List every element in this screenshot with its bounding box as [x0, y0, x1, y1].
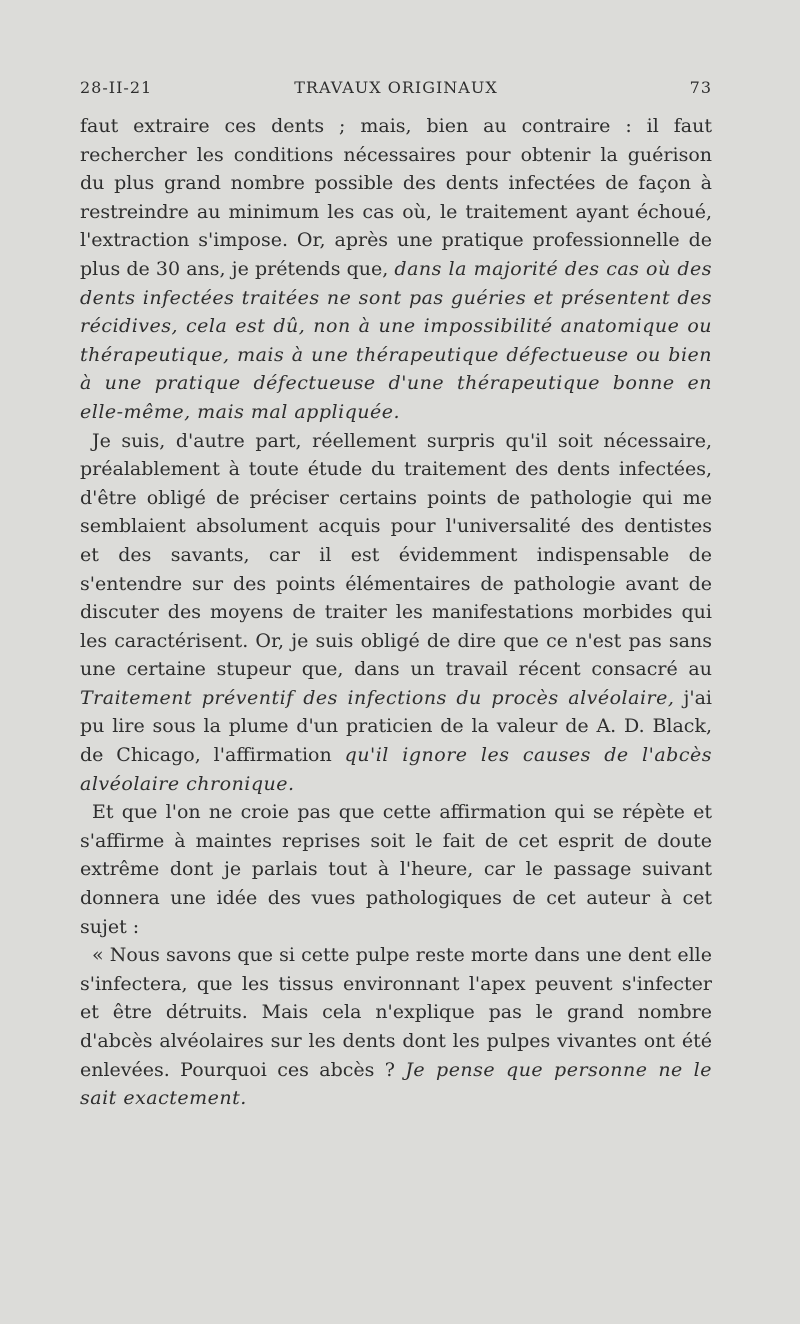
paragraph-2: [80, 427, 712, 799]
paragraph-1-text: faut extraire ces dents ; mais, bien au contraire : il faut rechercher les conditions nécessaires pour obtenir la guérison du plus grand nombre possible des dents infectées de façon à restreindre au minimum les cas où, le traitement ayant échoué, l'extraction s'impose. Or, après une pratique professionnelle de plus de 30 ans, je prétends que,: [80, 115, 712, 280]
paragraph-1-italic: dans la majorité des cas où des dents infectées traitées ne sont pas guéries et présentent des récidives, cela est dû, non à une impossibilité anatomique ou thérapeutique, mais à une thérapeutique défectueuse ou bien à une pratique défectueuse d'une thérapeutique bonne en elle-même, mais mal appliquée.: [80, 257, 713, 423]
body-text: [80, 112, 712, 1113]
page-number: 73: [689, 78, 712, 97]
paragraph-3-text: Et que l'on ne croie pas que cette affirmation qui se répète et s'affirme à maintes reprises soit le fait de cet esprit de doute extrême dont je parlais tout à l'heure, car le passage suivant donnera une idée des vues pathologiques de cet auteur à cet sujet :: [80, 801, 712, 938]
paragraph-4: [80, 941, 712, 1113]
paragraph-2-italic-title: Traitement préventif des infections du procès alvéolaire,: [80, 686, 675, 709]
paragraph-2-text: Je suis, d'autre part, réellement surpris qu'il soit nécessaire, préalablement à toute étude du traitement des dents infectées, d'être obligé de préciser certains points de pathologie qui me semblaient absolument acquis pour l'universalité des dentistes et des savants, car il est évidemment indispensable de s'entendre sur des points élémentaires de pathologie avant de discuter des moyens de traiter les manifestations morbides qui les caractérisent. Or, je suis obligé de dire que ce n'est pas sans une certaine stupeur que, dans un travail récent consacré au: [80, 429, 712, 681]
paragraph-2-text-2: j'ai pu lire sous la plume d'un praticien de la valeur de A. D. Black, de Chicago, l'affirmation: [80, 686, 712, 767]
paragraph-4-italic: Je pense que personne ne le sait exactement.: [80, 1058, 712, 1110]
running-header: [80, 78, 712, 104]
paragraph-4-text: « Nous savons que si cette pulpe reste morte dans une dent elle s'infectera, que les tissus environnant l'apex peuvent s'infecter et être détruits. Mais cela n'explique pas le grand nombre d'abcès alvéolaires sur les dents dont les pulpes vivantes ont été enlevées. Pourquoi ces abcès ?: [80, 944, 712, 1081]
paragraph-3: [80, 798, 712, 941]
paragraph-1: [80, 112, 712, 427]
paragraph-2-italic-quote: qu'il ignore les causes de l'abcès alvéolaire chronique.: [80, 744, 712, 795]
header-title: TRAVAUX ORIGINAUX: [294, 78, 498, 97]
header-date: 28-II-21: [80, 78, 153, 97]
